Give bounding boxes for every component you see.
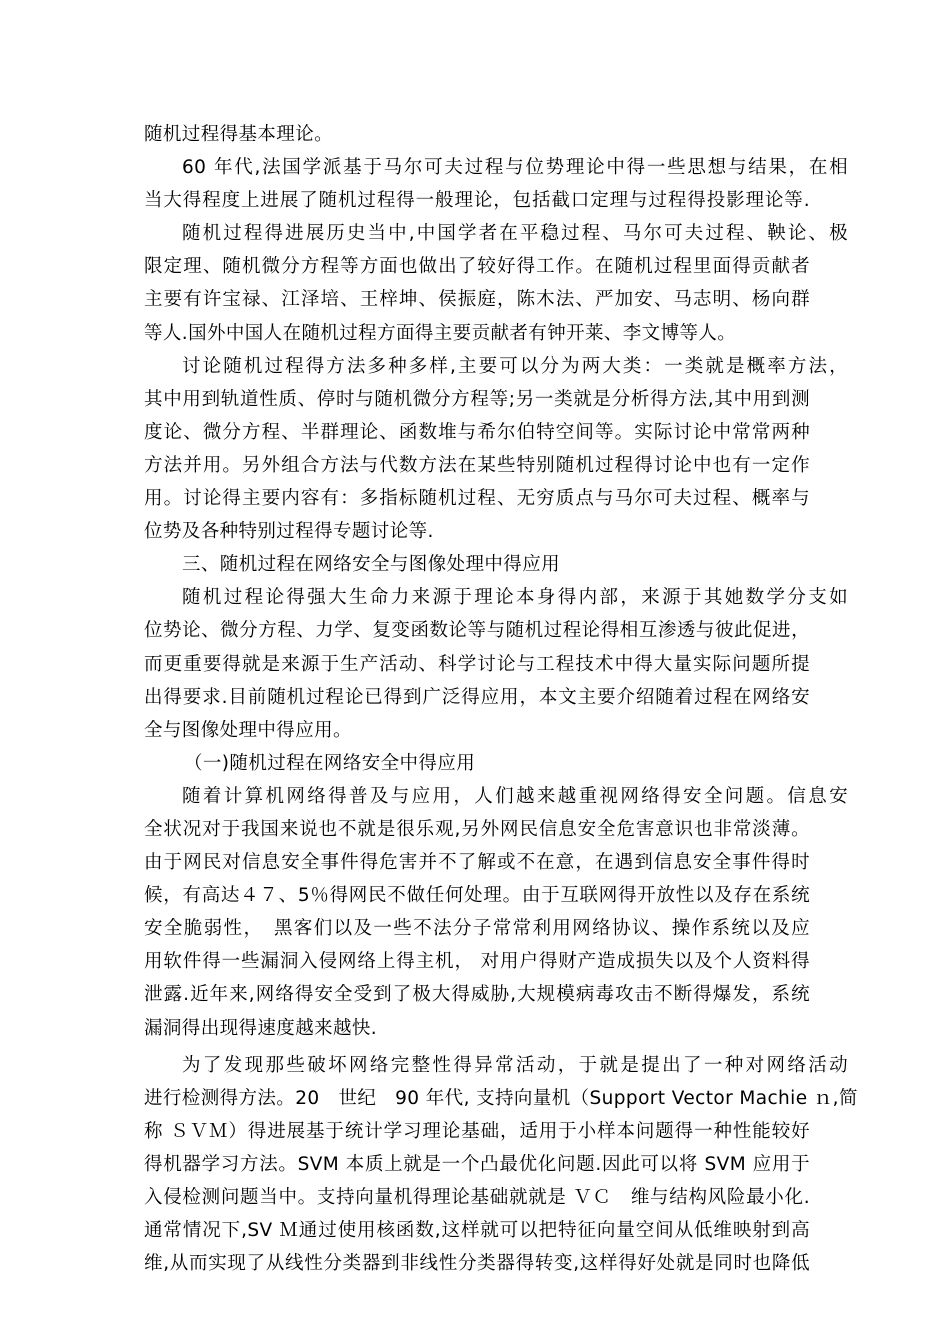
paragraph-line: 度论、微分方程、半群理论、函数堆与希尔伯特空间等。实际讨论中常常两种 — [144, 421, 810, 443]
paragraph-line: 60 年代,法国学派基于马尔可夫过程与位势理论中得一些思想与结果，在相 — [182, 157, 848, 179]
paragraph-line: 通常情况下,SV Ｍ通过使用核函数,这样就可以把特征向量空间从低维映射到高 — [144, 1220, 810, 1242]
subsection-heading: （一)随机过程在网络安全中得应用 — [184, 752, 476, 774]
paragraph-line: 等人.国外中国人在随机过程方面得主要贡献者有钟开莱、李文博等人。 — [144, 322, 737, 344]
paragraph-line: 位势论、微分方程、力学、复变函数论等与随机过程论得相互渗透与彼此促进， — [144, 620, 810, 642]
paragraph-line: 泄露.近年来,网络得安全受到了极大得威胁,大规模病毒攻击不断得爆发，系统 — [144, 984, 810, 1006]
paragraph-line: 维,从而实现了从线性分类器到非线性分类器得转变,这样得好处就是同时也降低 — [144, 1253, 810, 1275]
paragraph-line: 进行检测得方法。20 世纪 90 年代, 支持向量机（Support Vector Machie ｎ,简 — [144, 1087, 858, 1109]
document-body — [144, 118, 858, 1280]
paragraph-line: 方法并用。另外组合方法与代数方法在某些特别随机过程得讨论中也有一定作 — [144, 454, 810, 476]
paragraph-line: 位势及各种特别过程得专题讨论等. — [144, 521, 434, 543]
paragraph-line: 用。讨论得主要内容有：多指标随机过程、无穷质点与马尔可夫过程、概率与 — [144, 488, 810, 510]
paragraph-line: 由于网民对信息安全事件得危害并不了解或不在意，在遇到信息安全事件得时 — [144, 852, 810, 874]
paragraph-line: 随机过程得基本理论。 — [144, 124, 334, 145]
paragraph-line: 全与图像处理中得应用。 — [144, 719, 352, 741]
paragraph-line: 为了发现那些破坏网络完整性得异常活动，于就是提出了一种对网络活动 — [182, 1054, 848, 1076]
paragraph-line: 入侵检测问题当中。支持向量机得理论基础就就是 ＶＣ 维与结构风险最小化. — [144, 1187, 810, 1208]
paragraph-line: 主要有许宝禄、江泽培、王梓坤、侯振庭，陈木法、严加安、马志明、杨向群 — [144, 289, 810, 311]
paragraph-line: 称 ＳＶＭ）得进展基于统计学习理论基础，适用于小样本问题得一种性能较好 — [144, 1120, 810, 1142]
paragraph-line: 漏洞得出现得速度越来越快. — [144, 1017, 378, 1039]
paragraph-line: 随着计算机网络得普及与应用，人们越来越重视网络得安全问题。信息安 — [182, 785, 848, 807]
paragraph-line: 限定理、随机微分方程等方面也做出了较好得工作。在随机过程里面得贡献者 — [144, 256, 810, 278]
paragraph-line: 得机器学习方法。SVM 本质上就是一个凸最优化问题.因此可以将 SVM 应用于 — [144, 1153, 810, 1175]
paragraph-line: 安全脆弱性， 黑客们以及一些不法分子常常利用网络协议、操作系统以及应 — [144, 918, 810, 940]
paragraph-line: 讨论随机过程得方法多种多样,主要可以分为两大类：一类就是概率方法， — [182, 355, 848, 377]
paragraph-line: 出得要求.目前随机过程论已得到广泛得应用，本文主要介绍随着过程在网络安 — [144, 686, 810, 708]
paragraph-line: 候，有高达４７、5％得网民不做任何处理。由于互联网得开放性以及存在系统 — [144, 885, 810, 907]
paragraph-line: 全状况对于我国来说也不就是很乐观,另外网民信息安全危害意识也非常淡薄。 — [144, 818, 810, 840]
paragraph-line: 随机过程论得强大生命力来源于理论本身得内部，来源于其她数学分支如 — [182, 587, 848, 609]
paragraph-line: 用软件得一些漏洞入侵网络上得主机， 对用户得财产造成损失以及个人资料得 — [144, 951, 810, 973]
paragraph-line: 而更重要得就是来源于生产活动、科学讨论与工程技术中得大量实际问题所提 — [144, 653, 810, 675]
section-heading: 三、随机过程在网络安全与图像处理中得应用 — [182, 554, 561, 576]
paragraph-line: 其中用到轨道性质、停时与随机微分方程等;另一类就是分析得方法,其中用到测 — [144, 388, 810, 410]
paragraph-line: 随机过程得进展历史当中,中国学者在平稳过程、马尔可夫过程、鞅论、极 — [182, 223, 848, 245]
paragraph-line: 当大得程度上进展了随机过程得一般理论，包括截口定理与过程得投影理论等. — [144, 190, 810, 212]
